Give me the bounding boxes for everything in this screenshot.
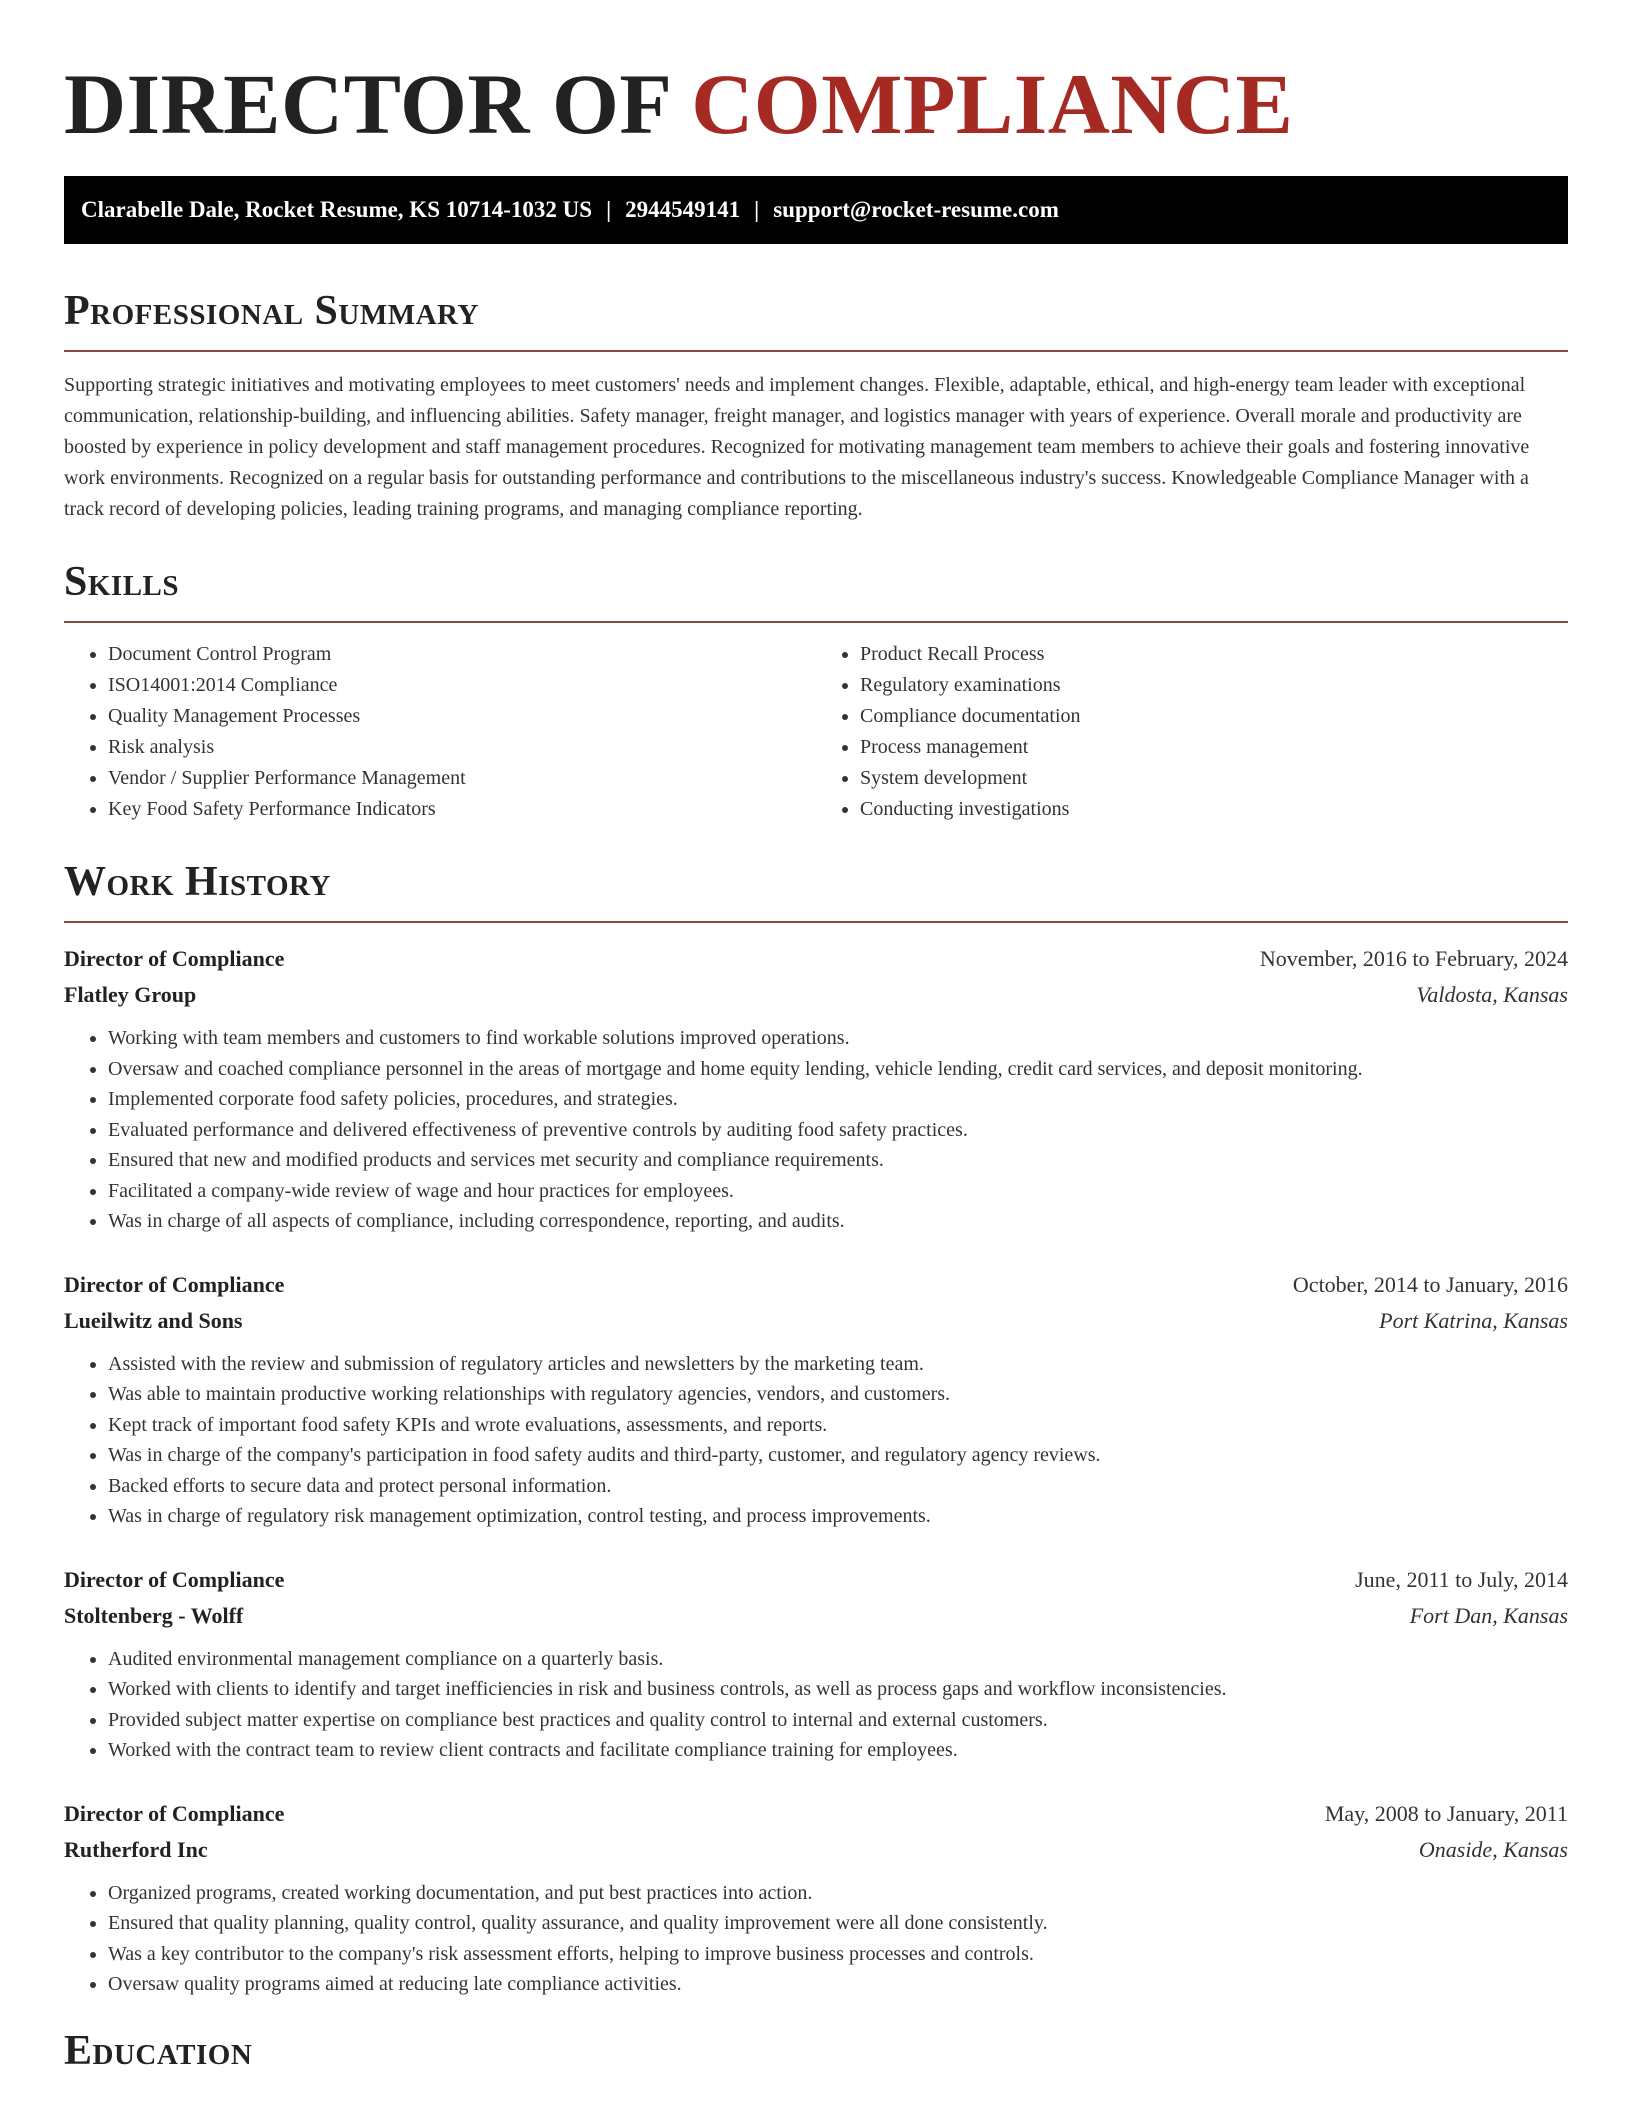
professional-summary-section xyxy=(64,288,1568,525)
title-part-2: COMPLIANCE xyxy=(691,56,1294,152)
job-bullet: • Implemented corporate food safety policies, procedures, and strategies. xyxy=(108,1084,1568,1115)
contact-address: Clarabelle Dale, Rocket Resume, KS 10714-1032 US xyxy=(81,197,593,222)
skill-item: • Key Food Safety Performance Indicators xyxy=(108,794,816,825)
job-entry xyxy=(64,1267,1568,1532)
job-bullet: • Worked with clients to identify and target inefficiencies in risk and business controls, as well as process gaps and workflow inconsistencies. xyxy=(108,1674,1568,1705)
job-header-row xyxy=(64,941,1568,977)
contact-separator: | xyxy=(754,197,760,222)
job-bullet: • Organized programs, created working documentation, and put best practices into action. xyxy=(108,1878,1568,1909)
skills-list-right xyxy=(816,639,1568,825)
job-bullet: • Was in charge of the company's participation in food safety audits and third-party, customer, and regulatory agency reviews. xyxy=(108,1440,1568,1471)
job-company-row xyxy=(64,977,1568,1013)
section-divider xyxy=(64,350,1568,352)
job-dates: October, 2014 to January, 2016 xyxy=(1292,1271,1568,1297)
skill-item: • ISO14001:2014 Compliance xyxy=(108,670,816,701)
job-bullet: • Backed efforts to secure data and protect personal information. xyxy=(108,1471,1568,1502)
job-title: Director of Compliance xyxy=(64,1800,285,1826)
job-bullet: • Evaluated performance and delivered effectiveness of preventive controls by auditing food safety practices. xyxy=(108,1115,1568,1146)
section-divider xyxy=(64,621,1568,623)
contact-separator: | xyxy=(606,197,612,222)
job-dates: November, 2016 to February, 2024 xyxy=(1259,946,1568,971)
job-dates: May, 2008 to January, 2011 xyxy=(1324,1800,1568,1826)
skill-item: • System development xyxy=(860,763,1568,794)
skills-section xyxy=(64,559,1568,825)
contact-email[interactable]: support@rocket-resume.com xyxy=(773,197,1059,222)
job-bullet: • Facilitated a company-wide review of wage and hour practices for employees. xyxy=(108,1176,1568,1207)
work-history-section xyxy=(64,859,1568,2000)
skill-item: • Conducting investigations xyxy=(860,794,1568,825)
job-header-row xyxy=(64,1562,1568,1598)
job-location: Valdosta, Kansas xyxy=(1416,982,1568,1007)
skills-columns xyxy=(64,639,1568,825)
job-company: Stoltenberg - Wolff xyxy=(64,1602,244,1628)
title-part-1: DIRECTOR OF xyxy=(64,56,692,152)
resume-title xyxy=(64,58,1568,150)
job-company-row xyxy=(64,1303,1568,1339)
job-bullet: • Worked with the contract team to review client contracts and facilitate compliance training for employees. xyxy=(108,1735,1568,1766)
job-bullet: • Oversaw and coached compliance personnel in the areas of mortgage and home equity lending, vehicle lending, credit card services, and deposit monitoring. xyxy=(108,1054,1568,1085)
job-bullets xyxy=(64,1023,1568,1237)
job-dates: June, 2011 to July, 2014 xyxy=(1355,1566,1568,1592)
job-entry xyxy=(64,941,1568,1237)
job-company-row xyxy=(64,1832,1568,1868)
job-bullets xyxy=(64,1349,1568,1532)
job-location: Port Katrina, Kansas xyxy=(1379,1307,1568,1333)
job-entry xyxy=(64,1796,1568,2000)
skill-item: • Risk analysis xyxy=(108,732,816,763)
contact-phone[interactable]: 2944549141 xyxy=(625,197,741,222)
job-company: Rutherford Inc xyxy=(64,1836,208,1862)
job-bullet: • Was in charge of regulatory risk management optimization, control testing, and process improvements. xyxy=(108,1501,1568,1532)
section-divider xyxy=(64,921,1568,923)
job-bullet: • Working with team members and customers to find workable solutions improved operations. xyxy=(108,1023,1568,1054)
skill-item: • Compliance documentation xyxy=(860,701,1568,732)
job-bullets xyxy=(64,1878,1568,2000)
section-heading-education: Education xyxy=(64,2027,253,2074)
job-location: Fort Dan, Kansas xyxy=(1409,1602,1568,1628)
job-company: Lueilwitz and Sons xyxy=(64,1307,243,1333)
summary-text: Supporting strategic initiatives and motivating employees to meet customers' needs and implement changes. Flexible, adaptable, ethical, and high-energy team leader with exceptional communication, relationship-building, and influencing abilities. Safety manager, freight manager, and logistics manager with years of experience. Overall morale and productivity are boosted by experience in policy development and staff management procedures. Recognized for motivating management team members to achieve their goals and fostering innovative work environments. Recognized on a regular basis for outstanding performance and contributions to the miscellaneous industry's success. Knowledgeable Compliance Manager with a track record of developing policies, leading training programs, and managing compliance reporting. xyxy=(64,374,1530,520)
job-header-row xyxy=(64,1796,1568,1832)
job-title: Director of Compliance xyxy=(64,1566,285,1592)
job-bullet: • Oversaw quality programs aimed at reducing late compliance activities. xyxy=(108,1969,1568,2000)
job-bullet: • Was able to maintain productive working relationships with regulatory agencies, vendors, and customers. xyxy=(108,1379,1568,1410)
skill-item: • Document Control Program xyxy=(108,639,816,670)
skills-list-left xyxy=(64,639,816,825)
job-title: Director of Compliance xyxy=(64,1271,285,1297)
job-company-row xyxy=(64,1598,1568,1634)
section-heading-work-history: Work History xyxy=(64,859,331,905)
skill-item: • Quality Management Processes xyxy=(108,701,816,732)
skill-item: • Vendor / Supplier Performance Management xyxy=(108,763,816,794)
job-bullet: • Was a key contributor to the company's risk assessment efforts, helping to improve business processes and controls. xyxy=(108,1939,1568,1970)
job-header-row xyxy=(64,1267,1568,1303)
job-bullet: • Provided subject matter expertise on compliance best practices and quality control to internal and external customers. xyxy=(108,1705,1568,1736)
job-location: Onaside, Kansas xyxy=(1418,1836,1568,1862)
job-bullet: • Ensured that new and modified products and services met security and compliance requirements. xyxy=(108,1145,1568,1176)
contact-bar xyxy=(64,176,1568,244)
job-bullet: • Was in charge of all aspects of compliance, including correspondence, reporting, and audits. xyxy=(108,1206,1568,1237)
section-heading-skills: Skills xyxy=(64,559,180,605)
skill-item: • Process management xyxy=(860,732,1568,763)
skill-item: • Product Recall Process xyxy=(860,639,1568,670)
job-bullet: • Assisted with the review and submission of regulatory articles and newsletters by the marketing team. xyxy=(108,1349,1568,1380)
job-title: Director of Compliance xyxy=(64,946,285,971)
section-heading-summary: Professional Summary xyxy=(64,288,479,334)
job-bullets xyxy=(64,1644,1568,1766)
job-company: Flatley Group xyxy=(64,982,197,1007)
job-bullet: • Ensured that quality planning, quality control, quality assurance, and quality improvement were all done consistently. xyxy=(108,1908,1568,1939)
skill-item: • Regulatory examinations xyxy=(860,670,1568,701)
job-bullet: • Kept track of important food safety KPIs and wrote evaluations, assessments, and reports. xyxy=(108,1410,1568,1441)
education-section xyxy=(64,2028,1568,2074)
job-bullet: • Audited environmental management compliance on a quarterly basis. xyxy=(108,1644,1568,1675)
job-entry xyxy=(64,1562,1568,1766)
